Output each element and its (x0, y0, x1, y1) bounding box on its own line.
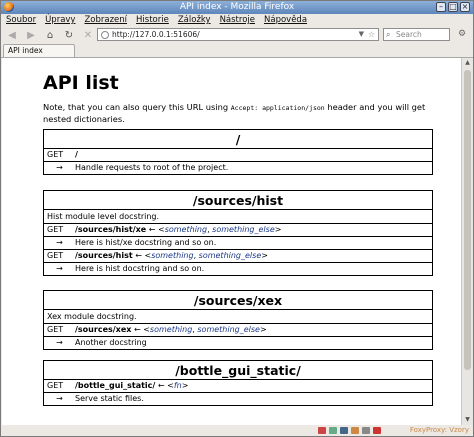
route-path: /sources/hist ← <something, something_else> (75, 251, 268, 260)
route-row (44, 149, 432, 162)
api-section-root (43, 129, 433, 175)
addon-icon[interactable] (318, 427, 326, 434)
url-text: http://127.0.0.1:51606/ (112, 30, 200, 39)
menu-zalozky[interactable]: Záložky (177, 15, 211, 25)
page-title: API list (43, 72, 119, 94)
route-description: → Serve static files. (44, 393, 432, 405)
arrow-icon: → (56, 338, 63, 347)
method: GET (47, 225, 64, 234)
api-section-sources-xex (43, 290, 433, 350)
close-icon[interactable]: × (461, 2, 469, 11)
minimize-icon[interactable]: – (436, 2, 446, 12)
menu-napoveda[interactable]: Nápověda (264, 15, 308, 25)
home-icon[interactable]: ⌂ (46, 29, 54, 41)
addon-icon[interactable] (340, 427, 348, 434)
api-section-sources-hist (43, 190, 433, 276)
window-title: API index - Mozilla Firefox (179, 2, 295, 12)
menu-soubor[interactable]: Soubor (6, 15, 37, 25)
arrow-icon: → (56, 163, 63, 172)
menu-zobrazeni[interactable]: Zobrazení (84, 15, 128, 25)
route-row (44, 380, 432, 393)
forward-icon[interactable]: ▶ (27, 29, 35, 41)
site-identity-icon[interactable] (101, 31, 109, 39)
search-placeholder: Search (396, 30, 422, 39)
route-path: / (75, 150, 78, 159)
scrollbar-thumb[interactable] (464, 70, 471, 370)
firefox-icon (4, 2, 14, 12)
vertical-scrollbar[interactable] (461, 58, 473, 425)
route-description: → Another docstring (44, 337, 432, 349)
note-text-2: header and you will get nested dictionaries. (43, 102, 426, 124)
status-bar (1, 425, 473, 436)
addon-icon[interactable] (362, 427, 370, 434)
addon-icon[interactable] (329, 427, 337, 434)
route-path: /sources/hist/xe ← <something, something_else> (75, 225, 282, 234)
route-row (44, 224, 432, 237)
method: GET (47, 381, 64, 390)
route-path: /bottle_gui_static/ ← <fn> (75, 381, 189, 390)
url-input[interactable] (97, 28, 379, 41)
route-description: → Here is hist docstring and so on. (44, 263, 432, 275)
title-bar (1, 1, 473, 14)
route-row (44, 250, 432, 263)
arrow-icon: → (56, 238, 63, 247)
section-header: /sources/xex (44, 291, 432, 310)
foxyproxy-status[interactable]: FoxyProxy: Vzory (409, 426, 469, 434)
section-docstring: Xex module docstring. (44, 310, 432, 324)
route-description: → Handle requests to root of the project. (44, 162, 432, 174)
arrow-icon: → (56, 394, 63, 403)
chevron-down-icon[interactable]: ▼ (358, 30, 364, 38)
method: GET (47, 150, 64, 159)
note-text-1: Note, that you can also query this URL using (43, 102, 231, 112)
section-header: /bottle_gui_static/ (44, 361, 432, 380)
navigation-toolbar (1, 27, 473, 43)
scroll-up-icon[interactable]: ▲ (465, 59, 470, 66)
note-code: Accept: application/json (230, 104, 325, 112)
addon-icon[interactable] (373, 427, 381, 434)
arrow-icon: → (56, 264, 63, 273)
addon-icon[interactable] (351, 427, 359, 434)
route-row (44, 324, 432, 337)
scroll-down-icon[interactable]: ▼ (465, 416, 470, 423)
wrench-icon[interactable]: ⚙ (457, 29, 467, 39)
bookmark-star-icon[interactable]: ☆ (367, 30, 375, 39)
search-icon: ⌕ (386, 30, 391, 39)
back-icon[interactable]: ◀ (8, 29, 16, 41)
tab-bar (1, 43, 473, 58)
route-description: → Here is hist/xe docstring and so on. (44, 237, 432, 250)
menu-bar (1, 14, 474, 27)
tab-api-index[interactable]: API index (3, 44, 75, 57)
menu-nastroje[interactable]: Nástroje (219, 15, 255, 25)
method: GET (47, 325, 64, 334)
menu-historie[interactable]: Historie (136, 15, 169, 25)
search-input[interactable] (383, 28, 450, 41)
intro-note (43, 102, 443, 125)
api-section-bottle-gui-static (43, 360, 433, 406)
stop-icon[interactable]: ✕ (83, 29, 93, 41)
section-docstring: Hist module level docstring. (44, 210, 432, 224)
addon-icons (318, 427, 381, 434)
section-header: /sources/hist (44, 191, 432, 210)
route-path: /sources/xex ← <something, something_else> (75, 325, 267, 334)
maximize-icon[interactable]: □ (449, 2, 457, 11)
section-header: / (44, 130, 432, 149)
reload-icon[interactable]: ↻ (64, 29, 74, 41)
menu-upravy[interactable]: Úpravy (45, 15, 76, 25)
method: GET (47, 251, 64, 260)
page-content (2, 58, 461, 425)
